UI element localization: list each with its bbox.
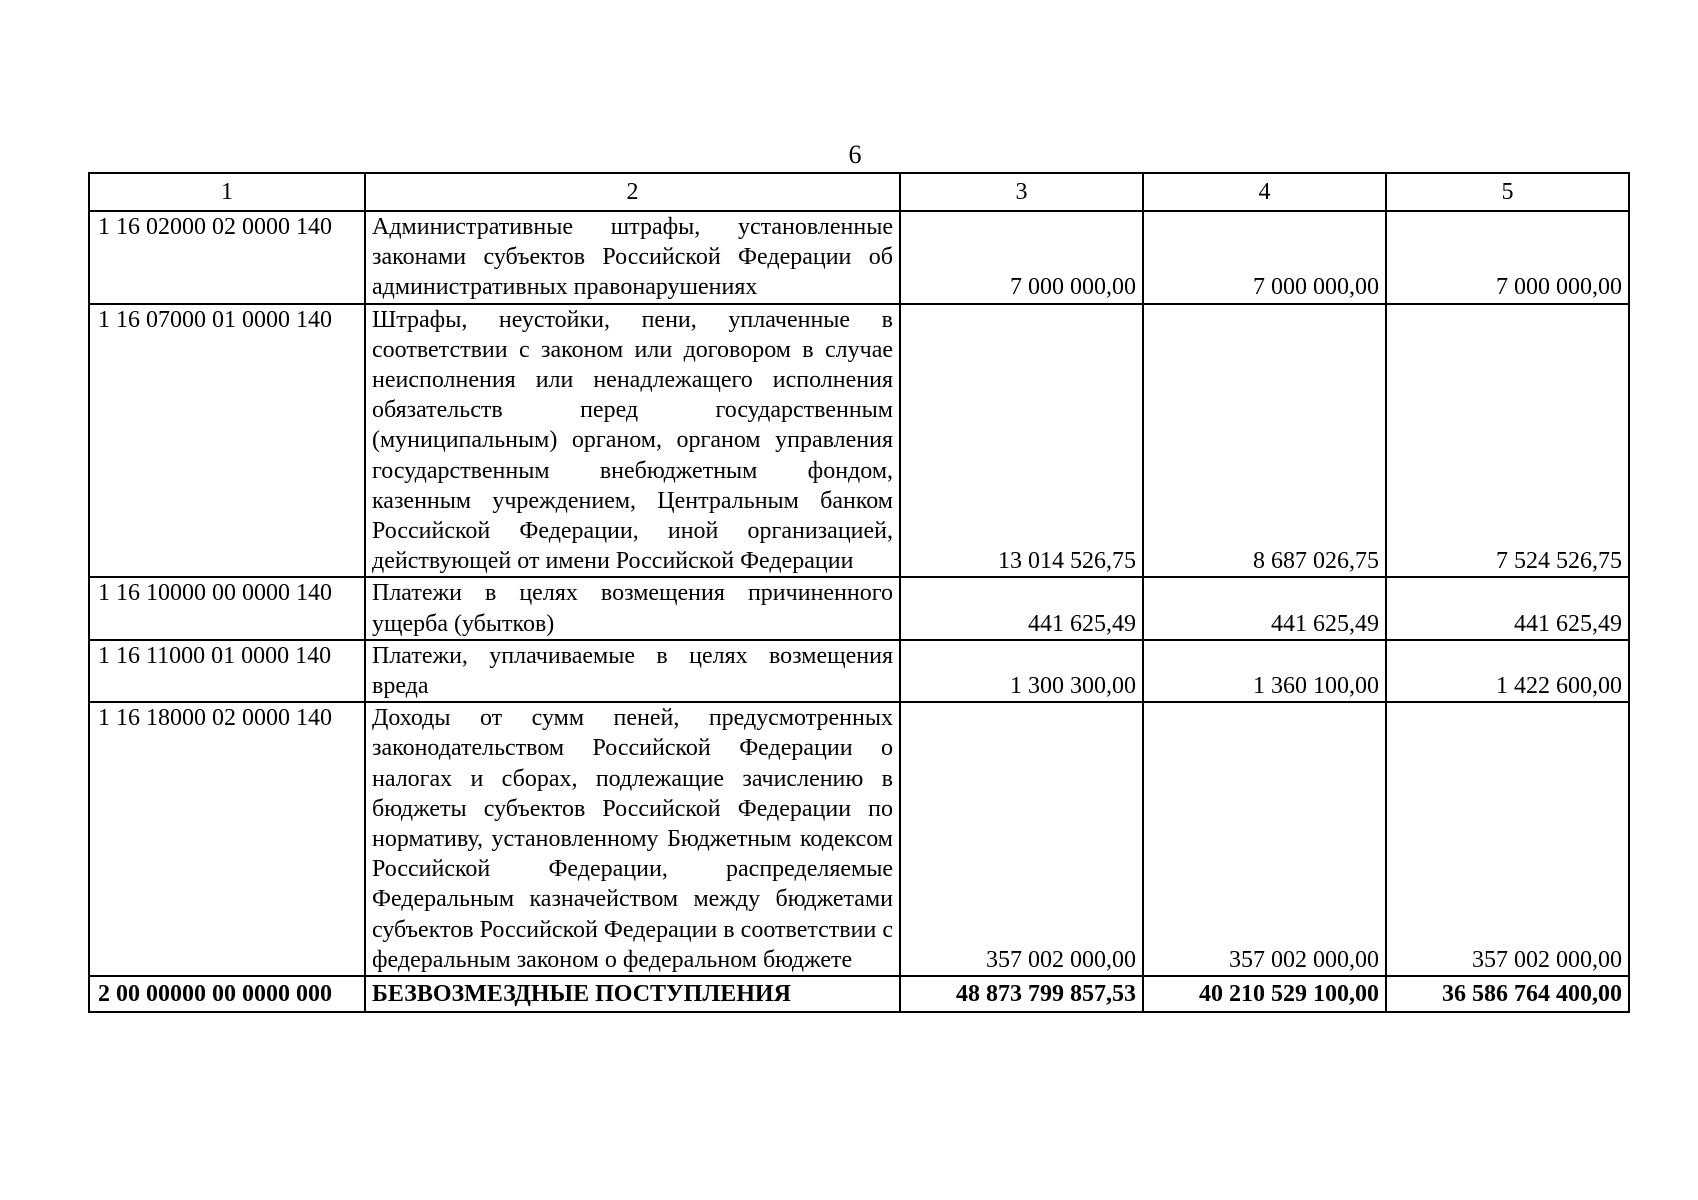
row-name: Доходы от сумм пеней, предусмотренных законодательством Российской Федерации о налогах и сборах, подлежащие зачислению в бюджеты субъектов Российской Федерации по нормативу, установленному Бюджетным кодексом Российской Федерации, распределяемые Федеральным казначейством между бюджетами субъектов Российской Федерации в соответствии с федеральным законом о федеральном бюджете	[365, 702, 900, 976]
table-row	[89, 304, 1629, 578]
row-value-5: 7 000 000,00	[1386, 211, 1629, 304]
table-header-row	[89, 173, 1629, 211]
total-name: БЕЗВОЗМЕЗДНЫЕ ПОСТУПЛЕНИЯ	[365, 976, 900, 1012]
row-name: Платежи в целях возмещения причиненного ущерба (убытков)	[365, 577, 900, 639]
row-code: 1 16 11000 01 0000 140	[89, 640, 365, 702]
column-header-1: 1	[89, 173, 365, 211]
table-row	[89, 640, 1629, 702]
row-value-4: 7 000 000,00	[1143, 211, 1386, 304]
row-code: 1 16 07000 01 0000 140	[89, 304, 365, 578]
row-value-5: 7 524 526,75	[1386, 304, 1629, 578]
total-value-3: 48 873 799 857,53	[900, 976, 1143, 1012]
row-name: Административные штрафы, установленные законами субъектов Российской Федерации об административных правонарушениях	[365, 211, 900, 304]
row-name: Штрафы, неустойки, пени, уплаченные в соответствии с законом или договором в случае неисполнения или ненадлежащего исполнения обязательств перед государственным (муниципальным) органом, органом управления государственным внебюджетным фондом, казенным учреждением, Центральным банком Российской Федерации, иной организацией, действующей от имени Российской Федерации	[365, 304, 900, 578]
row-value-4: 1 360 100,00	[1143, 640, 1386, 702]
table-row	[89, 577, 1629, 639]
row-value-3: 441 625,49	[900, 577, 1143, 639]
total-code: 2 00 00000 00 0000 000	[89, 976, 365, 1012]
row-value-3: 13 014 526,75	[900, 304, 1143, 578]
row-code: 1 16 18000 02 0000 140	[89, 702, 365, 976]
column-header-5: 5	[1386, 173, 1629, 211]
row-value-4: 441 625,49	[1143, 577, 1386, 639]
total-value-5: 36 586 764 400,00	[1386, 976, 1629, 1012]
row-value-3: 1 300 300,00	[900, 640, 1143, 702]
table-row-total	[89, 976, 1629, 1012]
row-code: 1 16 10000 00 0000 140	[89, 577, 365, 639]
row-value-4: 8 687 026,75	[1143, 304, 1386, 578]
row-code: 1 16 02000 02 0000 140	[89, 211, 365, 304]
row-name: Платежи, уплачиваемые в целях возмещения вреда	[365, 640, 900, 702]
column-header-2: 2	[365, 173, 900, 211]
total-value-4: 40 210 529 100,00	[1143, 976, 1386, 1012]
row-value-3: 357 002 000,00	[900, 702, 1143, 976]
row-value-4: 357 002 000,00	[1143, 702, 1386, 976]
table-row	[89, 702, 1629, 976]
column-header-3: 3	[900, 173, 1143, 211]
budget-revenue-table	[88, 172, 1630, 1013]
row-value-5: 357 002 000,00	[1386, 702, 1629, 976]
row-value-5: 441 625,49	[1386, 577, 1629, 639]
page-number: 6	[848, 140, 862, 169]
table-row	[89, 211, 1629, 304]
column-header-4: 4	[1143, 173, 1386, 211]
row-value-5: 1 422 600,00	[1386, 640, 1629, 702]
row-value-3: 7 000 000,00	[900, 211, 1143, 304]
